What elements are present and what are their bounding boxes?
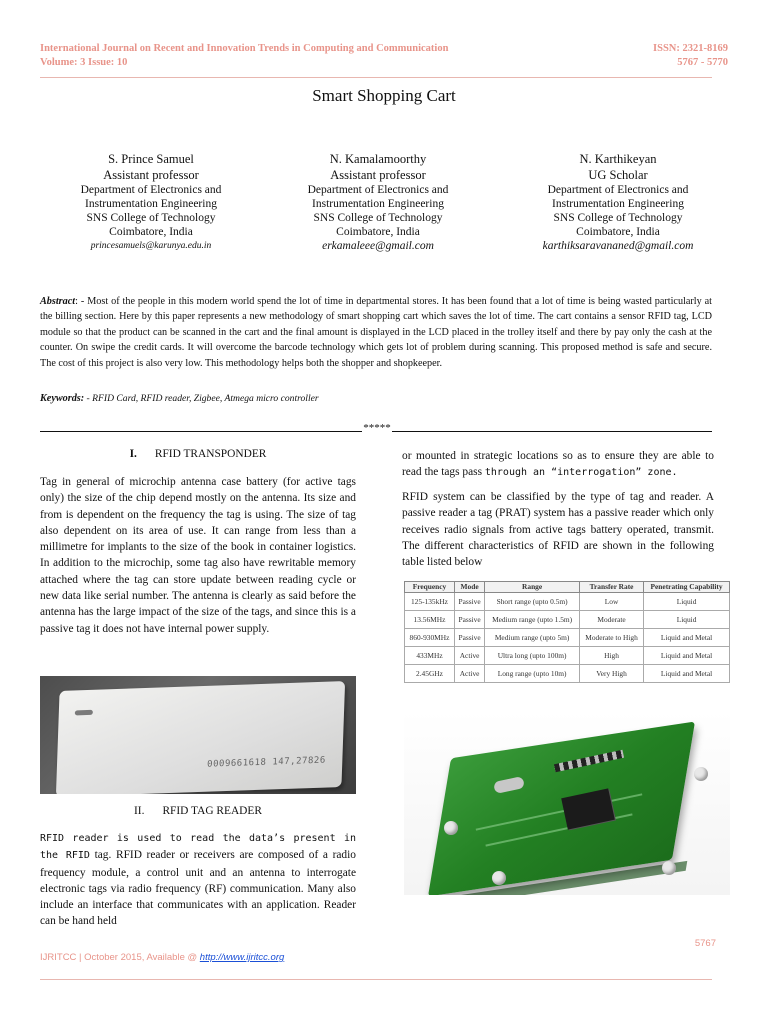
section-1-body: Tag in general of microchip antenna case battery (for active tags only) the size of the chip depend mostly on the antenna. Its size and from is dependent on the frequency the tag is using. The size of tag also dependent on its area of use. It can range from less than a millimetre for implants to the size of the book in container logistics. In addition to the microchip, some tag also have rewritable memory attached where the tag can store update between reading cycle or new data like serial number. The antenna is clearly as said before the antenna has the large impact of the size of the tags, and since this is a passive tag it does not have internal power supply. xyxy=(40,476,356,635)
author-2 xyxy=(263,152,493,253)
author-dept: Department of Electronics and xyxy=(80,184,222,196)
author-college: SNS College of Technology xyxy=(86,212,216,224)
journal-issn: ISSN: 2321-8169 xyxy=(653,43,728,54)
journal-header xyxy=(40,42,448,70)
table-row xyxy=(405,629,730,647)
table-cell: Very High xyxy=(579,665,643,683)
rfid-card-photo xyxy=(40,676,356,794)
author-city: Coimbatore, India xyxy=(336,226,420,238)
rfid-reader-photo xyxy=(404,711,730,895)
table-header: Penetrating Capability xyxy=(644,582,730,593)
author-name: N. Kamalamoorthy xyxy=(329,152,427,166)
paper-title: Smart Shopping Cart xyxy=(312,86,456,105)
author-email[interactable]: princesamuels@karunya.edu.in xyxy=(90,241,212,251)
section-separator xyxy=(40,424,712,436)
table-cell: 2.45GHz xyxy=(405,665,455,683)
table-cell: Moderate to High xyxy=(579,629,643,647)
table-cell: 433MHz xyxy=(405,647,455,665)
rfid-card xyxy=(56,681,345,794)
table-cell: Liquid and Metal xyxy=(644,665,730,683)
section-number: I. xyxy=(129,448,137,460)
section-2-body xyxy=(40,830,356,930)
table-cell: Active xyxy=(454,647,484,665)
author-city: Coimbatore, India xyxy=(576,226,660,238)
table-cell: 125-135kHz xyxy=(405,593,455,611)
journal-issn-block xyxy=(653,42,728,70)
table-cell: Low xyxy=(579,593,643,611)
table-header: Transfer Rate xyxy=(579,582,643,593)
author-email[interactable]: karthiksaravananed@gmail.com xyxy=(542,240,694,252)
table-cell: Ultra long (upto 100m) xyxy=(485,647,580,665)
header-rule xyxy=(40,77,712,78)
table-cell: Active xyxy=(454,665,484,683)
author-3 xyxy=(503,152,733,253)
table-header-row xyxy=(405,582,730,593)
table-cell: Liquid and Metal xyxy=(644,647,730,665)
author-dept: Instrumentation Engineering xyxy=(85,198,217,210)
section-number: II. xyxy=(134,805,145,817)
journal-volume: Volume: 3 Issue: 10 xyxy=(40,57,128,68)
table-cell: Liquid and Metal xyxy=(644,629,730,647)
table-cell: Liquid xyxy=(644,593,730,611)
keywords-text: - RFID Card, RFID reader, Zigbee, Atmega micro controller xyxy=(84,393,319,404)
page-number: 5767 xyxy=(694,938,716,949)
author-role: Assistant professor xyxy=(330,167,426,182)
author-name: S. Prince Samuel xyxy=(108,152,194,166)
keywords-label: Keywords: xyxy=(40,393,85,404)
table-row xyxy=(405,647,730,665)
table-row xyxy=(405,593,730,611)
table-cell: Moderate xyxy=(579,611,643,629)
author-dept: Department of Electronics and xyxy=(307,184,449,196)
journal-pages: 5767 - 5770 xyxy=(677,57,728,68)
table-header: Range xyxy=(485,582,580,593)
author-dept: Department of Electronics and xyxy=(547,184,689,196)
right-para-2: RFID system can be classified by the type of tag and reader. A passive reader a tag (PRAT) system has a passive reader which only receives radio signals from active tags battery operated, transmit. The different characteristics of RFID are shown in the following table listed below xyxy=(402,491,714,569)
table-cell: 860-930MHz xyxy=(405,629,455,647)
abstract xyxy=(40,294,712,371)
table-header: Mode xyxy=(454,582,484,593)
right-para-1 xyxy=(402,448,714,482)
section-title: RFID TRANSPONDER xyxy=(154,448,267,460)
card-slot xyxy=(75,710,93,716)
author-name: N. Karthikeyan xyxy=(579,152,657,166)
author-1 xyxy=(36,152,266,253)
abstract-label: Abstract xyxy=(40,296,76,307)
table-cell: Short range (upto 0.5m) xyxy=(485,593,580,611)
table-header: Frequency xyxy=(405,582,455,593)
author-role: Assistant professor xyxy=(103,167,199,182)
table-cell: Passive xyxy=(454,593,484,611)
table-cell: Passive xyxy=(454,629,484,647)
footer-rule xyxy=(40,979,712,980)
journal-link[interactable]: http://www.ijritcc.org xyxy=(199,952,285,963)
right-para-1-mono: through an “interrogation” zone. xyxy=(484,467,678,479)
author-college: SNS College of Technology xyxy=(313,212,443,224)
footer-text: IJRITCC | October 2015, Available @ xyxy=(40,952,200,963)
separator-stars: ***** xyxy=(363,422,391,434)
keywords xyxy=(40,393,712,404)
author-city: Coimbatore, India xyxy=(109,226,193,238)
section-2-text: tag. RFID reader or receivers are composed of a radio frequency module, a control unit and an antenna to interrogate electronic tags via radio frequency (RF) communication. Many also include an interface that communicates with an application. Reader can be hand held xyxy=(40,849,356,928)
author-college: SNS College of Technology xyxy=(553,212,683,224)
table-cell: 13.56MHz xyxy=(405,611,455,629)
author-dept: Instrumentation Engineering xyxy=(312,198,444,210)
rfid-characteristics-table xyxy=(404,581,730,683)
right-para-1-text: or mounted in strategic locations so as to ensure they are able to read the tags pass xyxy=(402,450,714,479)
table-cell: Passive xyxy=(454,611,484,629)
section-2-mono-line: RFID reader is used to read the data’s present in the RFID xyxy=(40,833,356,862)
table-cell: Medium range (upto 1.5m) xyxy=(485,611,580,629)
section-heading-1 xyxy=(40,448,356,460)
table-row xyxy=(405,611,730,629)
table-cell: Medium range (upto 5m) xyxy=(485,629,580,647)
abstract-text: : - Most of the people in this modern world spend the lot of time in departmental stores. It has been found that a lot of time is being wasted particularly at the billing section. Here by this paper represents a new methodology of smart shopping cart which saves the lot of time. The cart contains a sensor RFID tag, LCD module so that the product can be scanned in the cart and the final amount is displayed in the LCD placed in the trolley itself and there by pay only the cash at the counter. On swipe the credit cards. It will overcome the barcode technology which gets lot of problem during scanning. This proposed method is safe and secure. The cost of this project is also very low. This methodology helps both the shopper and shopkeeper. xyxy=(40,296,712,369)
author-role: UG Scholar xyxy=(588,167,648,182)
card-serial: 0009661618 147,27826 xyxy=(206,755,326,770)
table-row xyxy=(405,665,730,683)
journal-name: International Journal on Recent and Innovation Trends in Computing and Communication xyxy=(40,43,449,54)
table-cell: Long range (upto 10m) xyxy=(485,665,580,683)
table-cell: High xyxy=(579,647,643,665)
section-title: RFID TAG READER xyxy=(162,805,262,817)
table-cell: Liquid xyxy=(644,611,730,629)
author-email[interactable]: erkamaleee@gmail.com xyxy=(322,240,434,252)
section-heading-2 xyxy=(40,805,356,817)
author-dept: Instrumentation Engineering xyxy=(552,198,684,210)
page-footer xyxy=(40,952,284,963)
